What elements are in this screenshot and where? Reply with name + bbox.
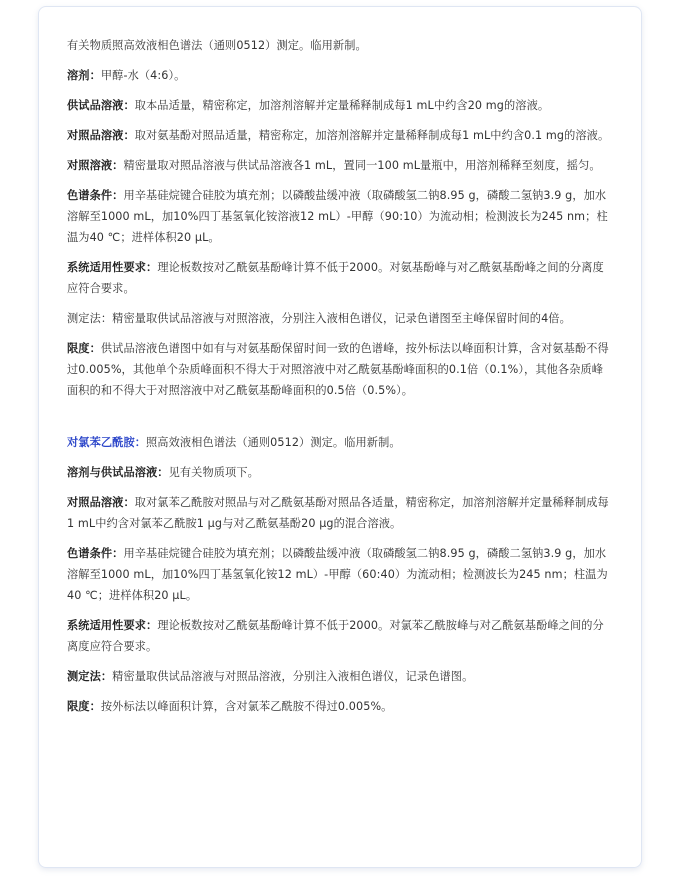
s2-chrom-text: 用辛基硅烷键合硅胶为填充剂；以磷酸盐缓冲液（取磷酸氢二钠8.95 g，磷酸二氢钠3.9 g，加水溶解至1000 mL，加10%四丁基氢氧化铵12 mL）-甲醇（60:40）为流动相；检测波长为245 nm；柱温为40 ℃；进样体积20 μL。 xyxy=(67,547,608,602)
s1-limit xyxy=(67,338,613,401)
s2-soln-label: 溶剂与供试品溶液： xyxy=(67,466,169,479)
s1-ref-label: 对照品溶液： xyxy=(67,129,135,142)
s1-ctrl-text: 精密量取对照品溶液与供试品溶液各1 mL，置同一100 mL量瓶中，用溶剂稀释至刻度，摇匀。 xyxy=(123,159,601,172)
s2-limit-text: 按外标法以峰面积计算，含对氯苯乙酰胺不得过0.005%。 xyxy=(100,700,393,713)
s1-test-label: 供试品溶液： xyxy=(67,99,135,112)
s1-chrom-label: 色谱条件： xyxy=(67,189,124,202)
s2-chrom-label: 色谱条件： xyxy=(67,547,124,560)
s1-solvent-text: 甲醇-水（4:6）。 xyxy=(100,69,186,82)
s1-sys-label: 系统适用性要求： xyxy=(67,261,158,274)
s2-title: 对氯苯乙酰胺： xyxy=(67,436,147,449)
s1-control-solution xyxy=(67,155,613,176)
s2-limit-label: 限度： xyxy=(67,700,101,713)
s1-solvent-label: 溶剂： xyxy=(67,69,101,82)
s2-solution xyxy=(67,462,613,483)
s1-intro: 有关物质照高效液相色谱法（通则0512）测定。临用新制。 xyxy=(67,39,367,52)
s1-limit-text: 供试品溶液色谱图中如有与对氨基酚保留时间一致的色谱峰，按外标法以峰面积计算，含对氨基酚不得过0.005%，其他单个杂质峰面积不得大于对照溶液中对乙酰氨基酚峰面积的0.1倍（0.1%），其他各杂质峰面积的和不得大于对照溶液中对乙酰氨基酚峰面积的0.5倍（0.5%）。 xyxy=(67,342,609,397)
s2-chromatographic-conditions xyxy=(67,543,613,606)
s2-system-suitability xyxy=(67,615,613,657)
s1-system-suitability xyxy=(67,257,613,299)
s1-limit-label: 限度： xyxy=(67,342,101,355)
s2-method xyxy=(67,666,613,687)
s1-solvent xyxy=(67,65,613,86)
s1-chrom-text: 用辛基硅烷键合硅胶为填充剂；以磷酸盐缓冲液（取磷酸氢二钠8.95 g，磷酸二氢钠3.9 g，加水溶解至1000 mL，加10%四丁基氢氧化铵溶液12 mL）-甲醇（90:10）为流动相；检测波长为245 nm；柱温为40 ℃；进样体积20 μL。 xyxy=(67,189,608,244)
s2-reference-solution xyxy=(67,492,613,534)
s1-test-text: 取本品适量，精密称定，加溶剂溶解并定量稀释制成每1 mL中约含20 mg的溶液。 xyxy=(134,99,550,112)
s2-limit xyxy=(67,696,613,717)
s2-intro xyxy=(67,432,613,453)
s1-method: 测定法：精密量取供试品溶液与对照溶液，分别注入液相色谱仪，记录色谱图至主峰保留时间的4倍。 xyxy=(67,312,571,325)
s2-method-label: 测定法： xyxy=(67,670,113,683)
s2-sys-text: 理论板数按对乙酰氨基酚峰计算不低于2000。对氯苯乙酰胺峰与对乙酰氨基酚峰之间的分离度应符合要求。 xyxy=(67,619,604,653)
section-gap xyxy=(67,410,613,432)
s2-ref-text: 取对氯苯乙酰胺对照品与对乙酰氨基酚对照品各适量，精密称定，加溶剂溶解并定量稀释制成每1 mL中约含对氯苯乙酰胺1 μg与对乙酰氨基酚20 μg的混合溶液。 xyxy=(67,496,609,530)
s2-soln-text: 见有关物质项下。 xyxy=(168,466,259,479)
s1-sys-text: 理论板数按对乙酰氨基酚峰计算不低于2000。对氨基酚峰与对乙酰氨基酚峰之间的分离度应符合要求。 xyxy=(67,261,604,295)
s1-test-solution xyxy=(67,95,613,116)
s1-reference-solution xyxy=(67,125,613,146)
s2-method-text: 精密量取供试品溶液与对照品溶液，分别注入液相色谱仪，记录色谱图。 xyxy=(112,670,474,683)
content-card xyxy=(38,6,642,868)
s2-sys-label: 系统适用性要求： xyxy=(67,619,158,632)
s2-intro-text: 照高效液相色谱法（通则0512）测定。临用新制。 xyxy=(146,436,401,449)
s1-chromatographic-conditions xyxy=(67,185,613,248)
s2-ref-label: 对照品溶液： xyxy=(67,496,135,509)
s1-ref-text: 取对氨基酚对照品适量，精密称定，加溶剂溶解并定量稀释制成每1 mL中约含0.1 mg的溶液。 xyxy=(134,129,610,142)
s1-ctrl-label: 对照溶液： xyxy=(67,159,124,172)
